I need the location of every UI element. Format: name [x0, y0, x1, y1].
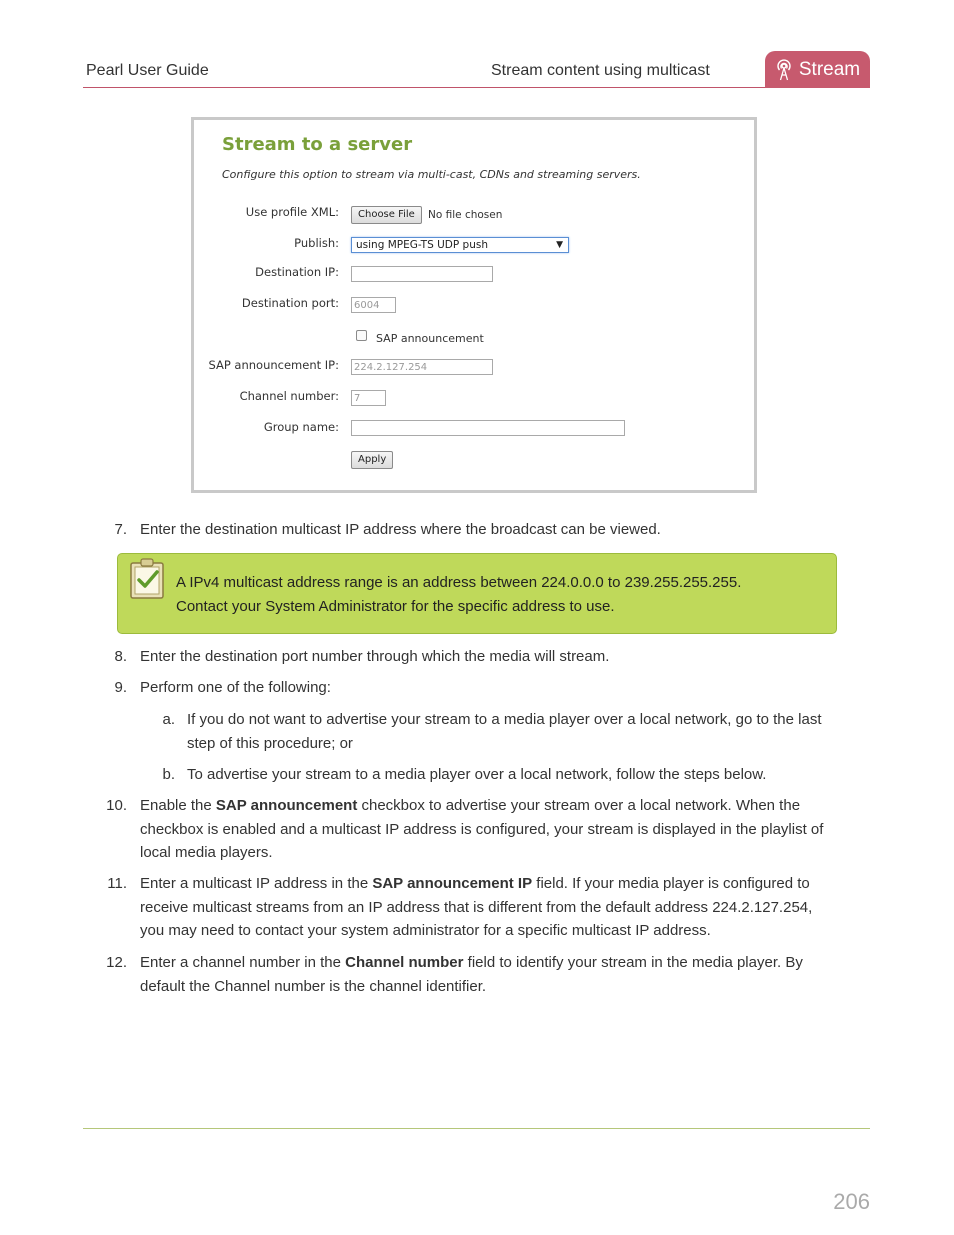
step-12-post: field to identify your stream in the media player. By — [463, 954, 803, 971]
step-7-text: Enter the destination multicast IP address where the broadcast can be viewed. — [140, 521, 661, 538]
broadcast-icon — [775, 59, 793, 81]
channel-number-label: Channel number: — [239, 389, 339, 403]
step-12-bold: Channel number — [345, 954, 464, 971]
step-12-line-2: default the Channel number is the channel identifier. — [140, 977, 487, 995]
step-9b-text: To advertise your stream to a media player over a local network, follow the steps below. — [187, 766, 767, 783]
destination-ip-label: Destination IP: — [255, 265, 339, 279]
step-9a-text — [187, 708, 822, 755]
clipboard-check-icon — [129, 558, 165, 600]
step-9a-letter: a. — [162, 711, 175, 728]
step-11-line-1 — [140, 872, 812, 896]
step-11-line-3: you may need to contact your system administrator for a specific multicast IP address. — [140, 922, 711, 939]
step-8-text: Enter the destination port number through which the media will stream. — [140, 648, 610, 665]
step-12-number: 12. — [106, 954, 127, 971]
step-9a-line-2: step of this procedure; or — [187, 734, 353, 752]
step-9-number: 9. — [114, 679, 127, 696]
step-10-line-3: local media players. — [140, 844, 273, 861]
step-8-number: 8. — [114, 648, 127, 665]
stream-tab-label: Stream — [798, 58, 861, 80]
step-9b-letter: b. — [162, 766, 175, 783]
step-10-text — [140, 794, 823, 865]
destination-port-label: Destination port: — [241, 296, 339, 310]
step-11-bold: SAP announcement IP — [372, 875, 533, 892]
step-11-number: 11. — [107, 875, 127, 892]
page-number: 206 — [833, 1189, 870, 1214]
step-11-text — [140, 872, 812, 943]
step-10-number: 10. — [106, 797, 127, 814]
dropdown-arrow-icon: ▼ — [556, 240, 563, 250]
step-7-number: 7. — [114, 521, 127, 538]
no-file-chosen-text: No file chosen — [428, 209, 503, 221]
tip-line-1: A IPv4 multicast address range is an address between 224.0.0.0 to 239.255.255.255. — [176, 574, 742, 591]
tip-text — [176, 571, 741, 618]
footer-divider — [83, 1128, 870, 1129]
step-11-post: field. If your media player is configured to — [532, 875, 810, 892]
step-11-line-2: receive multicast streams from an IP address that is different from the default address 224.2.127.254, — [140, 898, 813, 916]
panel-title: Stream to a server — [222, 134, 413, 155]
group-name-label: Group name: — [263, 420, 339, 434]
sap-announcement-checkbox-label: SAP announcement — [376, 332, 484, 345]
apply-button[interactable]: Apply — [351, 451, 393, 469]
stream-settings-screenshot — [191, 117, 757, 493]
section-title: Stream content using multicast — [491, 62, 710, 79]
step-10-bold: SAP announcement — [215, 797, 358, 814]
sap-ip-label: SAP announcement IP: — [208, 358, 339, 372]
publish-selected-value: using MPEG-TS UDP push — [356, 239, 488, 251]
group-name-input[interactable] — [351, 420, 625, 436]
choose-file-button[interactable]: Choose File — [351, 206, 422, 224]
step-9a-line-1: If you do not want to advertise your stream to a media player over a local network, go to the last — [187, 711, 822, 728]
step-11-pre: Enter a multicast IP address in the — [140, 875, 373, 892]
stream-section-tab — [765, 51, 870, 88]
publish-label: Publish: — [294, 236, 339, 250]
step-12-pre: Enter a channel number in the — [140, 954, 346, 971]
step-10-pre: Enable the — [140, 797, 216, 814]
header-divider — [83, 87, 765, 88]
panel-description: Configure this option to stream via multi-cast, CDNs and streaming servers. — [222, 168, 641, 181]
step-10-post: checkbox to advertise your stream over a local network. When the — [357, 797, 801, 814]
tip-line-2: Contact your System Administrator for the specific address to use. — [176, 597, 615, 615]
step-9-text: Perform one of the following: — [140, 679, 331, 696]
step-12-text — [140, 951, 803, 998]
guide-title: Pearl User Guide — [86, 62, 209, 79]
tip-callout — [117, 553, 837, 634]
step-10-line-2: checkbox is enabled and a multicast IP address is configured, your stream is displayed in the playlist of — [140, 820, 824, 838]
step-12-line-1 — [140, 951, 803, 975]
destination-ip-input[interactable] — [351, 266, 493, 282]
channel-number-input[interactable]: 7 — [351, 390, 386, 406]
step-10-line-1 — [140, 794, 823, 818]
profile-xml-label: Use profile XML: — [245, 205, 339, 219]
sap-ip-input[interactable]: 224.2.127.254 — [351, 359, 493, 375]
publish-select[interactable] — [351, 237, 569, 253]
sap-announcement-checkbox[interactable] — [356, 330, 367, 341]
destination-port-input[interactable]: 6004 — [351, 297, 396, 313]
